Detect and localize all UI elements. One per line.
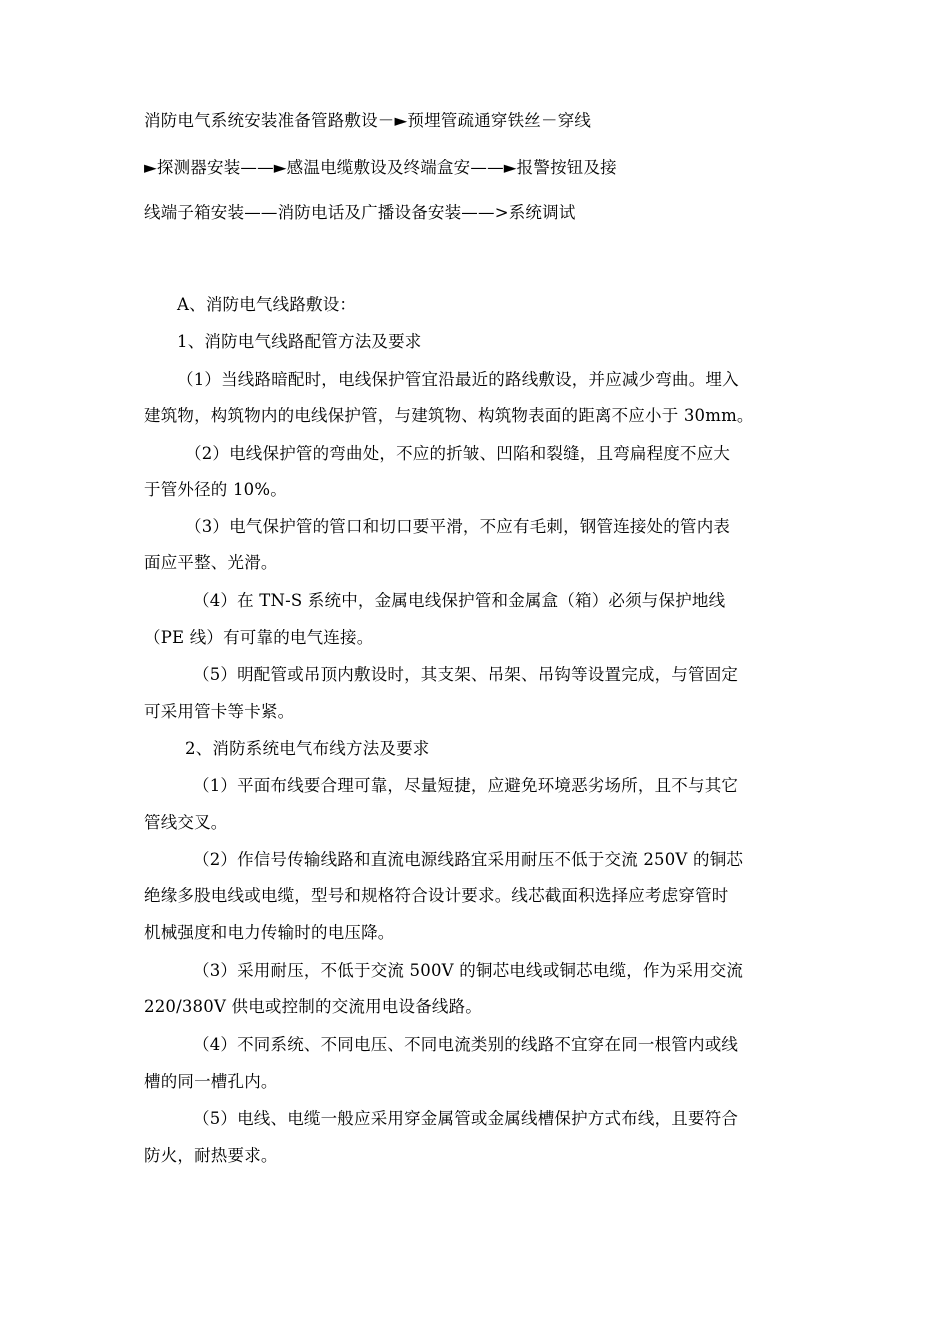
sub2-item-2-line-3: 机械强度和电力传输时的电压降。 (144, 923, 395, 942)
sub1-item-3-line-1: （3）电气保护管的管口和切口要平滑，不应有毛刺，钢管连接处的管内表 (185, 517, 731, 536)
sub2-item-5-line-2: 防火，耐热要求。 (144, 1146, 278, 1165)
sub2-item-2-line-1: （2）作信号传输线路和直流电源线路宜采用耐压不低于交流 250V 的铜芯 (193, 850, 744, 869)
subsection-1-heading: 1、消防电气线路配管方法及要求 (177, 332, 422, 351)
sub1-item-2-line-2: 于管外径的 10%。 (144, 480, 287, 499)
sub2-item-3-line-1: （3）采用耐压，不低于交流 500V 的铜芯电线或铜芯电缆，作为采用交流 (193, 961, 744, 980)
sub1-item-1-line-1: （1）当线路暗配时，电线保护管宜沿最近的路线敷设，并应减少弯曲。埋入 (177, 370, 739, 389)
sub1-item-5-line-1: （5）明配管或吊顶内敷设时，其支架、吊架、吊钩等设置完成，与管固定 (193, 665, 739, 684)
flow-line-3: 线端子箱安装——消防电话及广播设备安装——>系统调试 (144, 203, 576, 222)
sub1-item-1-line-2: 建筑物，构筑物内的电线保护管，与建筑物、构筑物表面的距离不应小于 30mm。 (144, 406, 754, 425)
section-a-heading: A、消防电气线路敷设： (177, 295, 357, 314)
sub2-item-5-line-1: （5）电线、电缆一般应采用穿金属管或金属线槽保护方式布线，且要符合 (193, 1109, 739, 1128)
subsection-2-heading: 2、消防系统电气布线方法及要求 (185, 739, 430, 758)
sub2-item-1-line-1: （1）平面布线要合理可靠，尽量短捷，应避免环境恶劣场所，且不与其它 (193, 776, 739, 795)
flow-line-1: 消防电气系统安装准备管路敷设－►预埋管疏通穿铁丝－穿线 (144, 111, 592, 130)
sub1-item-4-line-1: （4）在 TN-S 系统中，金属电线保护管和金属盒（箱）必须与保护地线 (193, 591, 726, 610)
sub2-item-2-line-2: 绝缘多股电线或电缆，型号和规格符合设计要求。线芯截面积选择应考虑穿管时 (144, 886, 729, 905)
sub1-item-2-line-1: （2）电线保护管的弯曲处，不应的折皱、凹陷和裂缝，且弯扁程度不应大 (185, 444, 731, 463)
sub2-item-3-line-2: 220/380V 供电或控制的交流用电设备线路。 (144, 997, 483, 1016)
sub1-item-5-line-2: 可采用管卡等卡紧。 (144, 702, 295, 721)
sub1-item-4-line-2: （PE 线）有可靠的电气连接。 (144, 628, 374, 647)
sub2-item-4-line-2: 槽的同一槽孔内。 (144, 1072, 278, 1091)
flow-line-2: ►探测器安装——►感温电缆敷设及终端盒安——►报警按钮及接 (144, 158, 617, 177)
sub2-item-1-line-2: 管线交叉。 (144, 813, 228, 832)
sub1-item-3-line-2: 面应平整、光滑。 (144, 553, 278, 572)
sub2-item-4-line-1: （4）不同系统、不同电压、不同电流类别的线路不宜穿在同一根管内或线 (193, 1035, 739, 1054)
